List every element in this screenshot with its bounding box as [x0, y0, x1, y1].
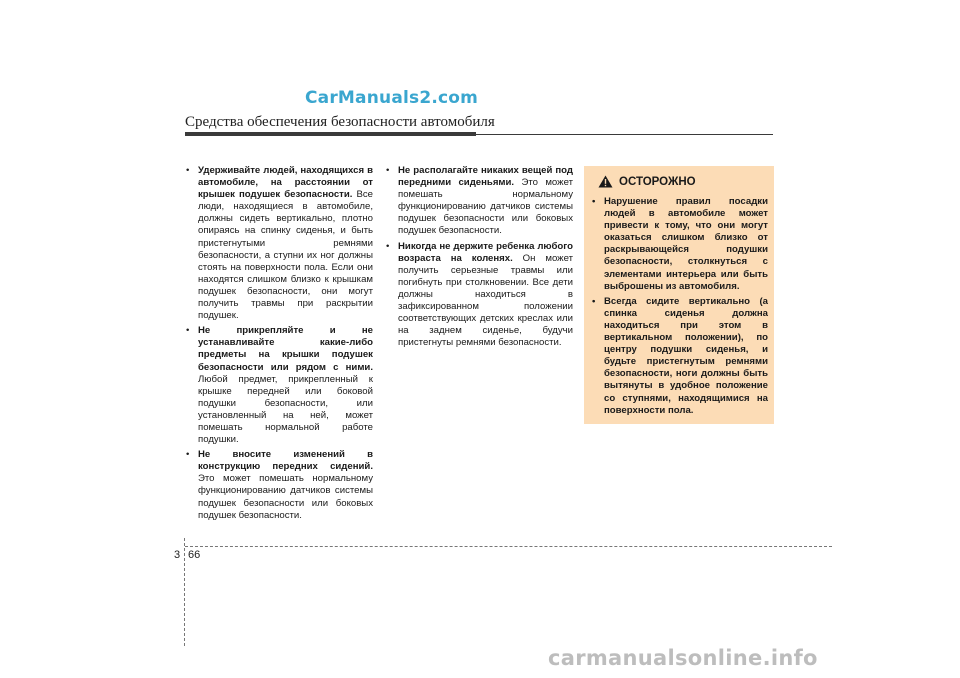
- list-item: [385, 165, 573, 238]
- top-watermark: CarManuals2.com: [305, 88, 479, 108]
- item-text: Это может помешать нормальному функционированию датчиков системы подушек безопасности или боковых подушек безопасности.: [398, 177, 573, 237]
- title-bar-thick: [185, 132, 476, 136]
- footer-dashed-line: [185, 546, 832, 547]
- list-item: [185, 449, 373, 522]
- item-text: Все люди, находящиеся в автомобиле, должны сидеть вертикально, плотно опираясь на спинку сиденья, и быть пристегнутыми ремнями безопасности, а ступни их ног должны стоять на поверхности пола. Если они находятся слишком близко к крышкам подушек безопасности, они могут получить травмы при раскрытии подушек.: [198, 189, 373, 322]
- footer-vertical-dashed-line: [184, 538, 185, 646]
- section-title: Средства обеспечения безопасности автомобиля: [185, 114, 495, 130]
- warning-item: [592, 296, 768, 417]
- bullet-icon: •: [386, 240, 390, 252]
- bottom-watermark: carmanualsonline.info: [548, 646, 818, 670]
- bullet-icon: •: [386, 165, 390, 176]
- item-text: Он может получить серьезные травмы или погибнуть при столкновении. Все дети должны находиться в зафиксированном положении соответствующих детских креслах или на заднем сиденье, будучи пристегнуты ремнями безопасности.: [398, 252, 574, 349]
- item-text: Это может помешать нормальному функционированию датчиков системы подушек безопасности или боковых подушек безопасности.: [198, 473, 373, 521]
- warning-item: [592, 196, 768, 293]
- warning-triangle-icon: [598, 175, 613, 188]
- text-column-1: [185, 165, 373, 525]
- item-heading: Не вносите изменений в конструкцию передних сидений.: [198, 449, 373, 473]
- item-heading: Не прикрепляйте и не устанавливайте какие-либо предметы на крышки подушек безопасности или рядом с ними.: [198, 325, 373, 373]
- item-heading: Удерживайте людей, находящихся в автомобиле, на расстоянии от крышек подушек безопасности.: [198, 165, 373, 201]
- warning-item-text: Всегда сидите вертикально (а спинка сиденья должна находиться при этом в вертикальном положении), по центру подушки сиденья, и будьте пристегнутым ремнями безопасности, ноги должны быть вытянуты в удобное положение со ступнями, находящимися на поверхности пола.: [604, 295, 768, 416]
- warning-list: [592, 196, 768, 420]
- bullet-icon: •: [592, 196, 596, 207]
- list-item: [185, 165, 373, 322]
- bullet-icon: •: [186, 325, 190, 337]
- warning-title: ОСТОРОЖНО: [619, 175, 696, 188]
- column-1-list: [185, 165, 373, 522]
- bullet-icon: •: [186, 165, 190, 176]
- warning-item-text: Нарушение правил посадки людей в автомобиле может привести к тому, что они могут оказаться слишком близко от раскрывающейся подушки безопасности, столкнуться с элементами интерьера или быть выброшены из автомобиля.: [604, 196, 768, 292]
- item-heading: Никогда не держите ребенка любого возраста на коленях.: [398, 240, 573, 264]
- text-column-2: [385, 165, 573, 352]
- list-item: [185, 325, 373, 446]
- warning-box: [584, 166, 774, 424]
- chapter-number: 3: [174, 549, 181, 561]
- bullet-icon: •: [592, 295, 596, 307]
- column-2-list: [385, 165, 573, 349]
- bullet-icon: •: [186, 449, 190, 461]
- item-text: Любой предмет, прикрепленный к крышке передней или боковой подушки безопасности, или установленный на ней, может помешать нормальной работе подушки.: [198, 373, 373, 446]
- item-heading: Не располагайте никаких вещей под передними сиденьями.: [398, 165, 573, 189]
- warning-header: [598, 175, 696, 188]
- title-bar-thin: [476, 134, 773, 135]
- page-number: 66: [188, 549, 201, 561]
- list-item: [385, 241, 573, 350]
